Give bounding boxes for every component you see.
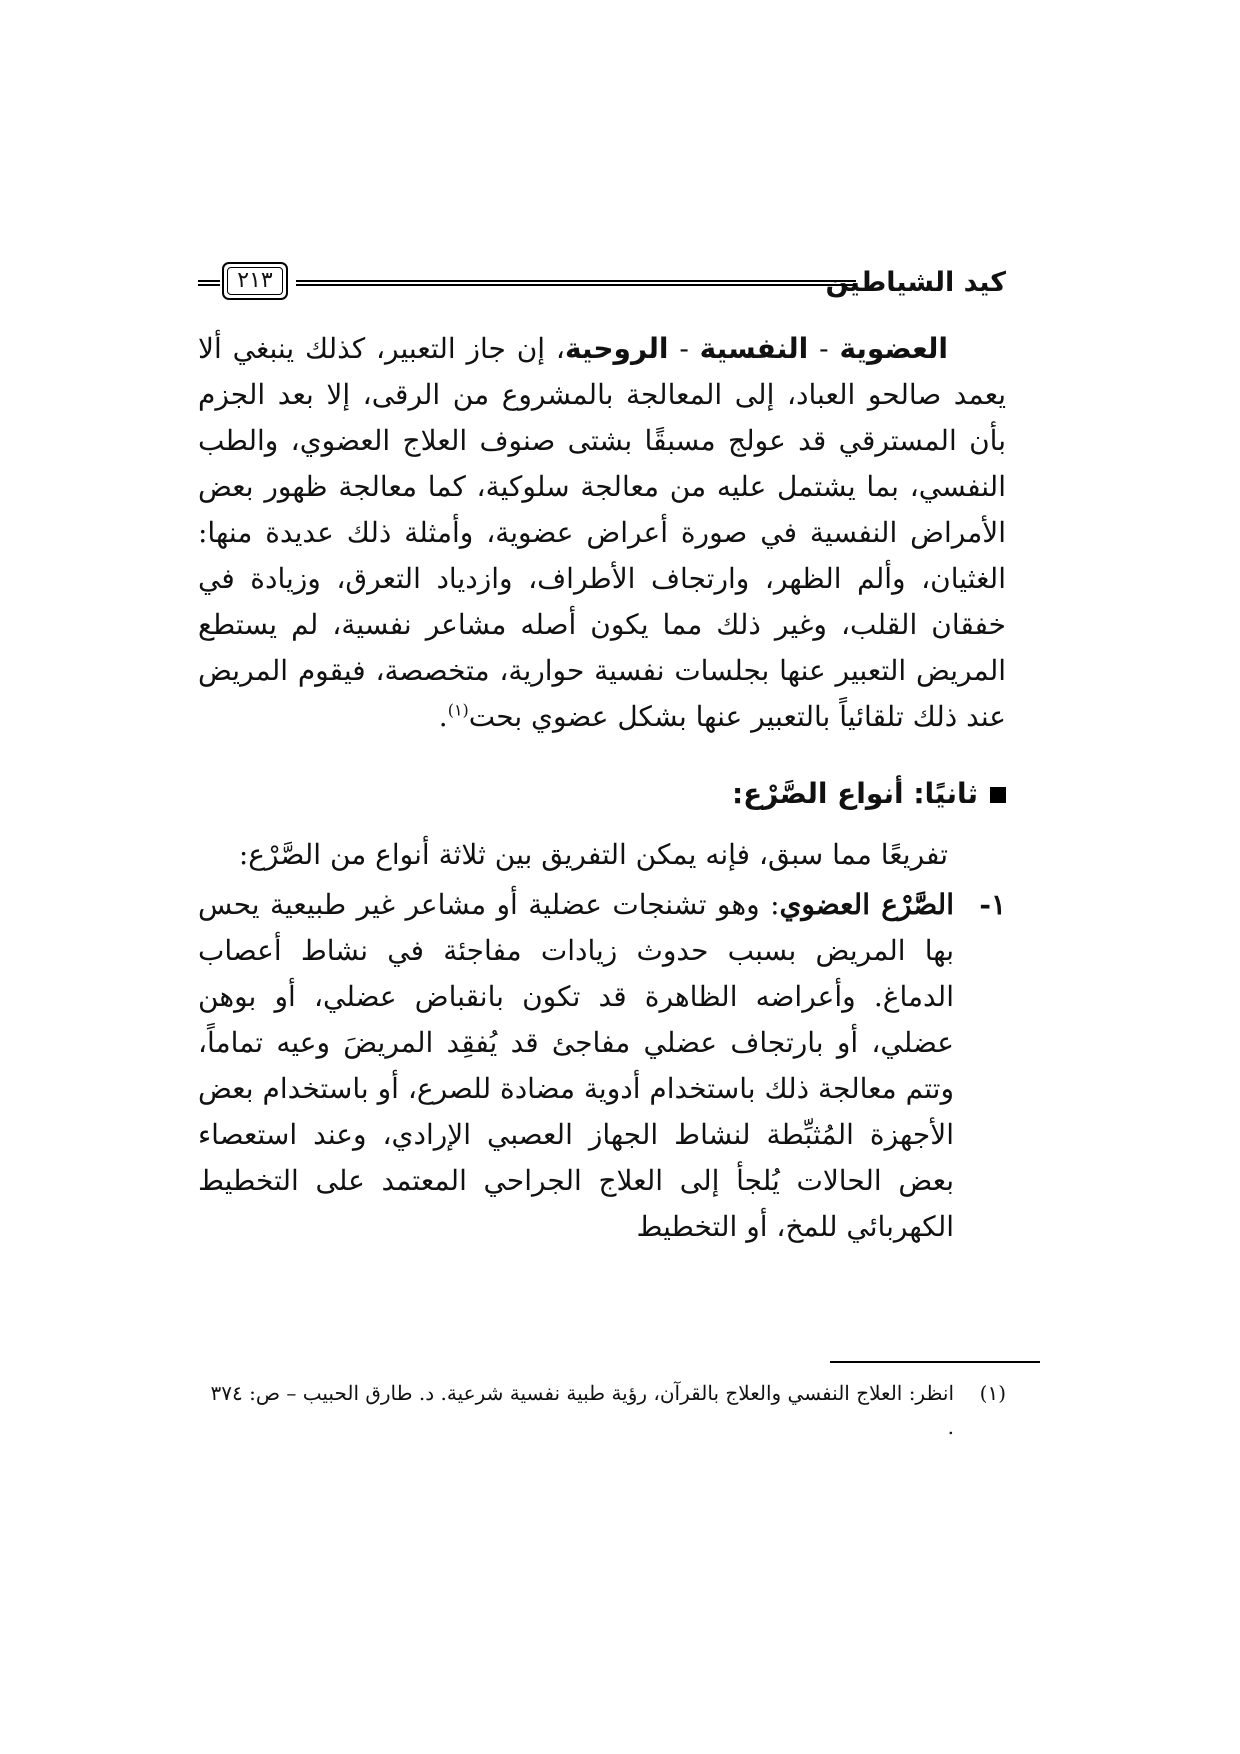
term-organic: العضوية [839, 332, 948, 365]
footnote [198, 1376, 1006, 1444]
section-intro: تفريعًا مما سبق، فإنه يمكن التفريق بين ثلاثة أنواع من الصَّرْع: [238, 838, 948, 871]
footnote-number: (١) [979, 1381, 1006, 1405]
paragraph-end: . [438, 700, 448, 733]
page-number: ٢١٣ [237, 268, 273, 293]
page-number-frame [222, 262, 288, 300]
term-psychological: النفسية [699, 332, 809, 365]
header-rule [296, 280, 856, 286]
main-content [198, 326, 1006, 1250]
square-bullet-icon [990, 787, 1006, 803]
section-heading-text: ثانيًا: أنواع الصَّرْع: [731, 777, 978, 810]
page-header [198, 262, 1006, 320]
paragraph-1 [198, 326, 1006, 740]
term-spiritual: الروحية [564, 332, 669, 365]
book-title: كيد الشياطين [825, 267, 1006, 298]
footnote-separator [830, 1361, 1040, 1363]
footnote-text: انظر: العلاج النفسي والعلاج بالقرآن، رؤية طبية نفسية شرعية. د. طارق الحبيب – ص: ٣٧٤ . [210, 1381, 954, 1439]
list-item-term: الصَّرْع العضوي [779, 888, 954, 921]
header-rule-end [198, 280, 220, 286]
list-item-number: ١- [979, 888, 1006, 921]
list-item [198, 882, 1006, 1250]
list-item-text: : وهو تشنجات عضلية أو مشاعر غير طبيعية يحس بها المريض بسبب حدوث زيادات مفاجئة في نشاط أعصاب الدماغ. وأعراضه الظاهرة قد تكون بانقباض عضلي، أو بوهن عضلي، أو بارتجاف عضلي مفاجئ قد يُفقِد المريضَ وعيه تماماً، وتتم معالجة ذلك باستخدام أدوية مضادة للصرع، أو باستخدام بعض الأجهزة المُثبِّطة لنشاط الجهاز العصبي الإرادي، وعند استعصاء بعض الحالات يُلجأ إلى العلاج الجراحي المعتمد على التخطيط الكهربائي للمخ، أو التخطيط [198, 888, 954, 1243]
footnote-reference[interactable]: (١) [447, 700, 469, 720]
separator: - [668, 332, 700, 365]
paragraph-text: ، إن جاز التعبير، كذلك ينبغي ألا يعمد صالحو العباد، إلى المعالجة بالمشروع من الرقى، إلا بعد الجزم بأن المسترقي قد عولج مسبقًا بشتى صنوف العلاج العضوي، والطب النفسي، بما يشتمل عليه من معالجة سلوكية، كما معالجة ظهور بعض الأمراض النفسية في صورة أعراض عضوية، وأمثلة ذلك عديدة منها: الغثيان، وألم الظهر، وارتجاف الأطراف، وازدياد التعرق، وزيادة في خفقان القلب، وغير ذلك مما يكون أصله مشاعر نفسية، لم يستطع المريض التعبير عنها بجلسات نفسية حوارية، متخصصة، فيقوم المريض عند ذلك تلقائياً بالتعبير عنها بشكل عضوي بحت [198, 332, 1006, 733]
section-heading [198, 774, 1006, 814]
separator: - [808, 332, 840, 365]
